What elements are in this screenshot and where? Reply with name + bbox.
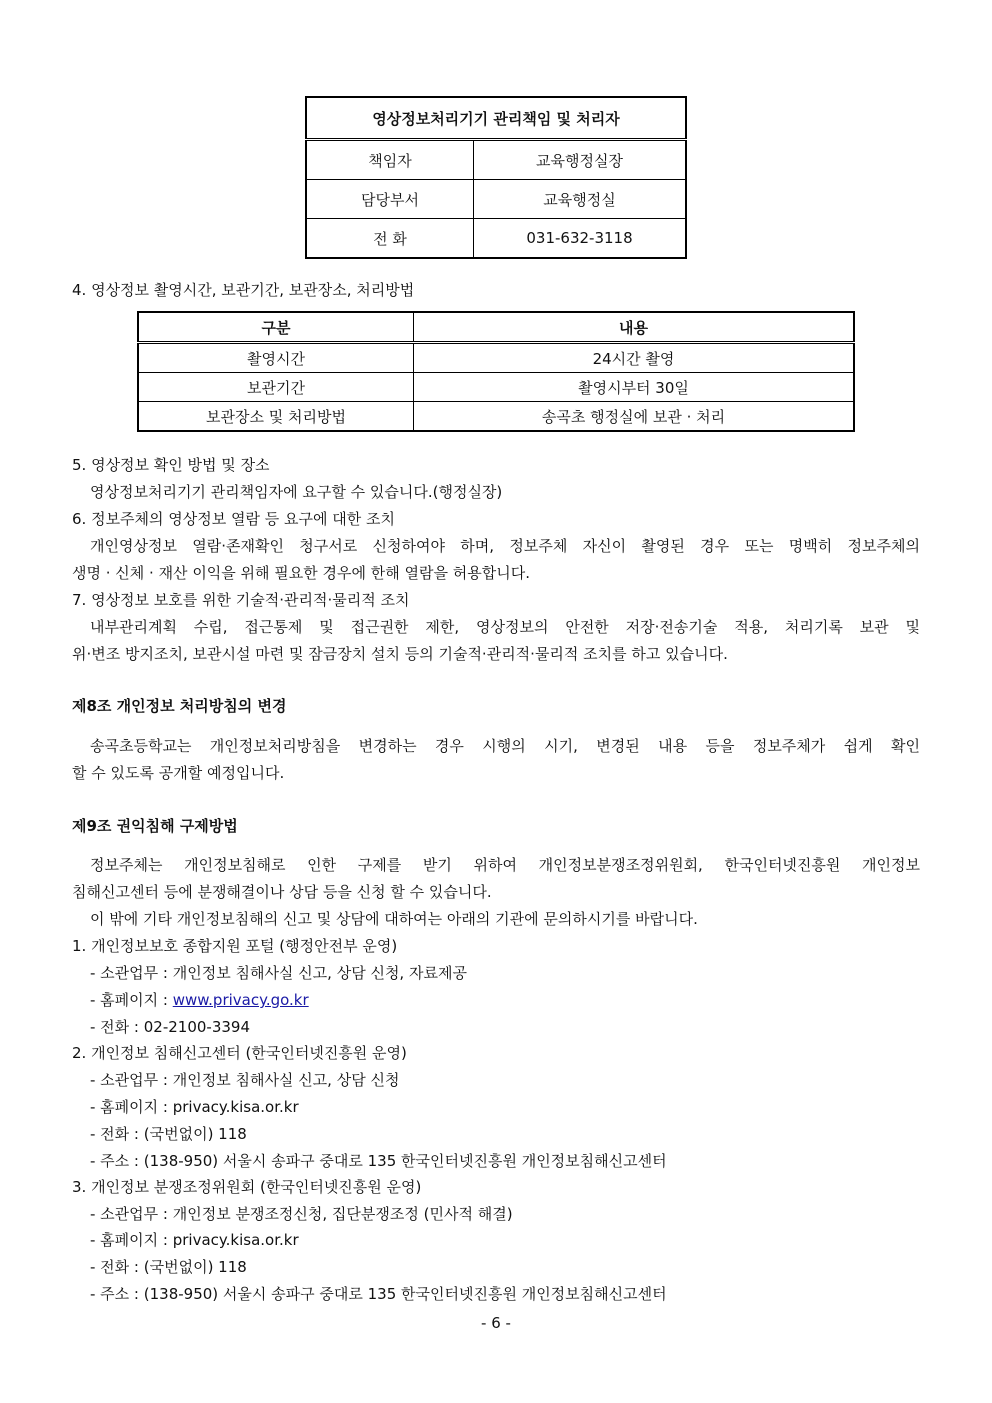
section-7-heading: 7. 영상정보 보호를 위한 기술적·관리적·물리적 조치 <box>72 591 410 609</box>
section-7-body-line: 내부관리계획 수립, 접근통제 및 접근권한 제한, 영상정보의 안전한 저장·전송기술 적용, 처리기록 보관 및 <box>90 618 920 636</box>
org-2-web: - 홈페이지 : privacy.kisa.or.kr <box>90 1098 299 1116</box>
article-9-body-line: 정보주체는 개인정보침해로 인한 구제를 받기 위하여 개인정보분쟁조정위원회, 한국인터넷진흥원 개인정보 <box>90 856 920 874</box>
table-row <box>138 402 854 432</box>
table-header-category: 구분 <box>138 312 414 343</box>
table-row <box>138 373 854 402</box>
table-cell-label: 담당부서 <box>306 180 474 219</box>
article-8-body-line: 할 수 있도록 공개할 예정입니다. <box>72 764 285 782</box>
table-cell-label: 보관기간 <box>138 373 414 402</box>
recording-info-table <box>137 311 855 432</box>
article-8-body-line: 송곡초등학교는 개인정보처리방침을 변경하는 경우 시행의 시기, 변경된 내용 등을 정보주체가 쉽게 확인 <box>90 737 920 755</box>
section-4-heading: 4. 영상정보 촬영시간, 보관기간, 보관장소, 처리방법 <box>72 281 415 299</box>
article-9-heading: 제9조 권익침해 구제방법 <box>72 817 238 835</box>
article-9-body-line: 이 밖에 기타 개인정보침해의 신고 및 상담에 대하여는 아래의 기관에 문의하시기를 바랍니다. <box>90 910 698 928</box>
table-cell-value: 24시간 촬영 <box>414 343 855 373</box>
org-2-title: 2. 개인정보 침해신고센터 (한국인터넷진흥원 운영) <box>72 1044 407 1062</box>
section-5-body: 영상정보처리기기 관리책임자에 요구할 수 있습니다.(행정실장) <box>90 483 503 501</box>
table-cell-value: 촬영시부터 30일 <box>414 373 855 402</box>
org-1-web-label: - 홈페이지 : <box>90 991 173 1009</box>
org-1-phone: - 전화 : 02-2100-3394 <box>90 1018 251 1036</box>
section-6-body-line: 생명 · 신체 · 재산 이익을 위해 필요한 경우에 한해 열람을 허용합니다. <box>72 564 530 582</box>
table-title: 영상정보처리기기 관리책임 및 처리자 <box>306 97 686 140</box>
section-7-body-line: 위·변조 방지조치, 보관시설 마련 및 잠금장치 설치 등의 기술적·관리적·물리적 조치를 하고 있습니다. <box>72 645 728 663</box>
table-cell-label: 전 화 <box>306 219 474 259</box>
cctv-manager-table <box>305 96 687 259</box>
table-row <box>306 219 686 259</box>
table-row <box>306 180 686 219</box>
org-2-phone: - 전화 : (국번없이) 118 <box>90 1125 247 1143</box>
org-3-phone: - 전화 : (국번없이) 118 <box>90 1258 247 1276</box>
section-5-heading: 5. 영상정보 확인 방법 및 장소 <box>72 456 270 474</box>
table-cell-value: 031-632-3118 <box>474 219 687 259</box>
table-cell-value: 교육행정실 <box>474 180 687 219</box>
privacy-portal-link[interactable]: www.privacy.go.kr <box>172 991 309 1009</box>
table-cell-value: 교육행정실장 <box>474 140 687 180</box>
org-1-duty: - 소관업무 : 개인정보 침해사실 신고, 상담 신청, 자료제공 <box>90 964 467 982</box>
org-3-title: 3. 개인정보 분쟁조정위원회 (한국인터넷진흥원 운영) <box>72 1178 422 1196</box>
table-cell-label: 촬영시간 <box>138 343 414 373</box>
article-8-heading: 제8조 개인정보 처리방침의 변경 <box>72 697 287 715</box>
article-9-body-line: 침해신고센터 등에 분쟁해결이나 상담 등을 신청 할 수 있습니다. <box>72 883 492 901</box>
table-cell-value: 송곡초 행정실에 보관 · 처리 <box>414 402 855 432</box>
table-row <box>138 343 854 373</box>
table-cell-label: 책임자 <box>306 140 474 180</box>
section-6-body-line: 개인영상정보 열람·존재확인 청구서로 신청하여야 하며, 정보주체 자신이 촬영된 경우 또는 명백히 정보주체의 <box>90 537 920 555</box>
org-1-title: 1. 개인정보보호 종합지원 포털 (행정안전부 운영) <box>72 937 398 955</box>
org-3-duty: - 소관업무 : 개인정보 분쟁조정신청, 집단분쟁조정 (민사적 해결) <box>90 1205 513 1223</box>
org-1-web <box>90 990 309 1010</box>
table-row <box>306 140 686 180</box>
table-header-content: 내용 <box>414 312 855 343</box>
table-cell-label: 보관장소 및 처리방법 <box>138 402 414 432</box>
section-6-heading: 6. 정보주체의 영상정보 열람 등 요구에 대한 조치 <box>72 510 395 528</box>
org-2-duty: - 소관업무 : 개인정보 침해사실 신고, 상담 신청 <box>90 1071 400 1089</box>
org-3-address: - 주소 : (138-950) 서울시 송파구 중대로 135 한국인터넷진흥원 개인정보침해신고센터 <box>90 1285 667 1303</box>
org-3-web: - 홈페이지 : privacy.kisa.or.kr <box>90 1231 299 1249</box>
org-2-address: - 주소 : (138-950) 서울시 송파구 중대로 135 한국인터넷진흥원 개인정보침해신고센터 <box>90 1152 667 1170</box>
page-number: - 6 - <box>481 1314 511 1332</box>
